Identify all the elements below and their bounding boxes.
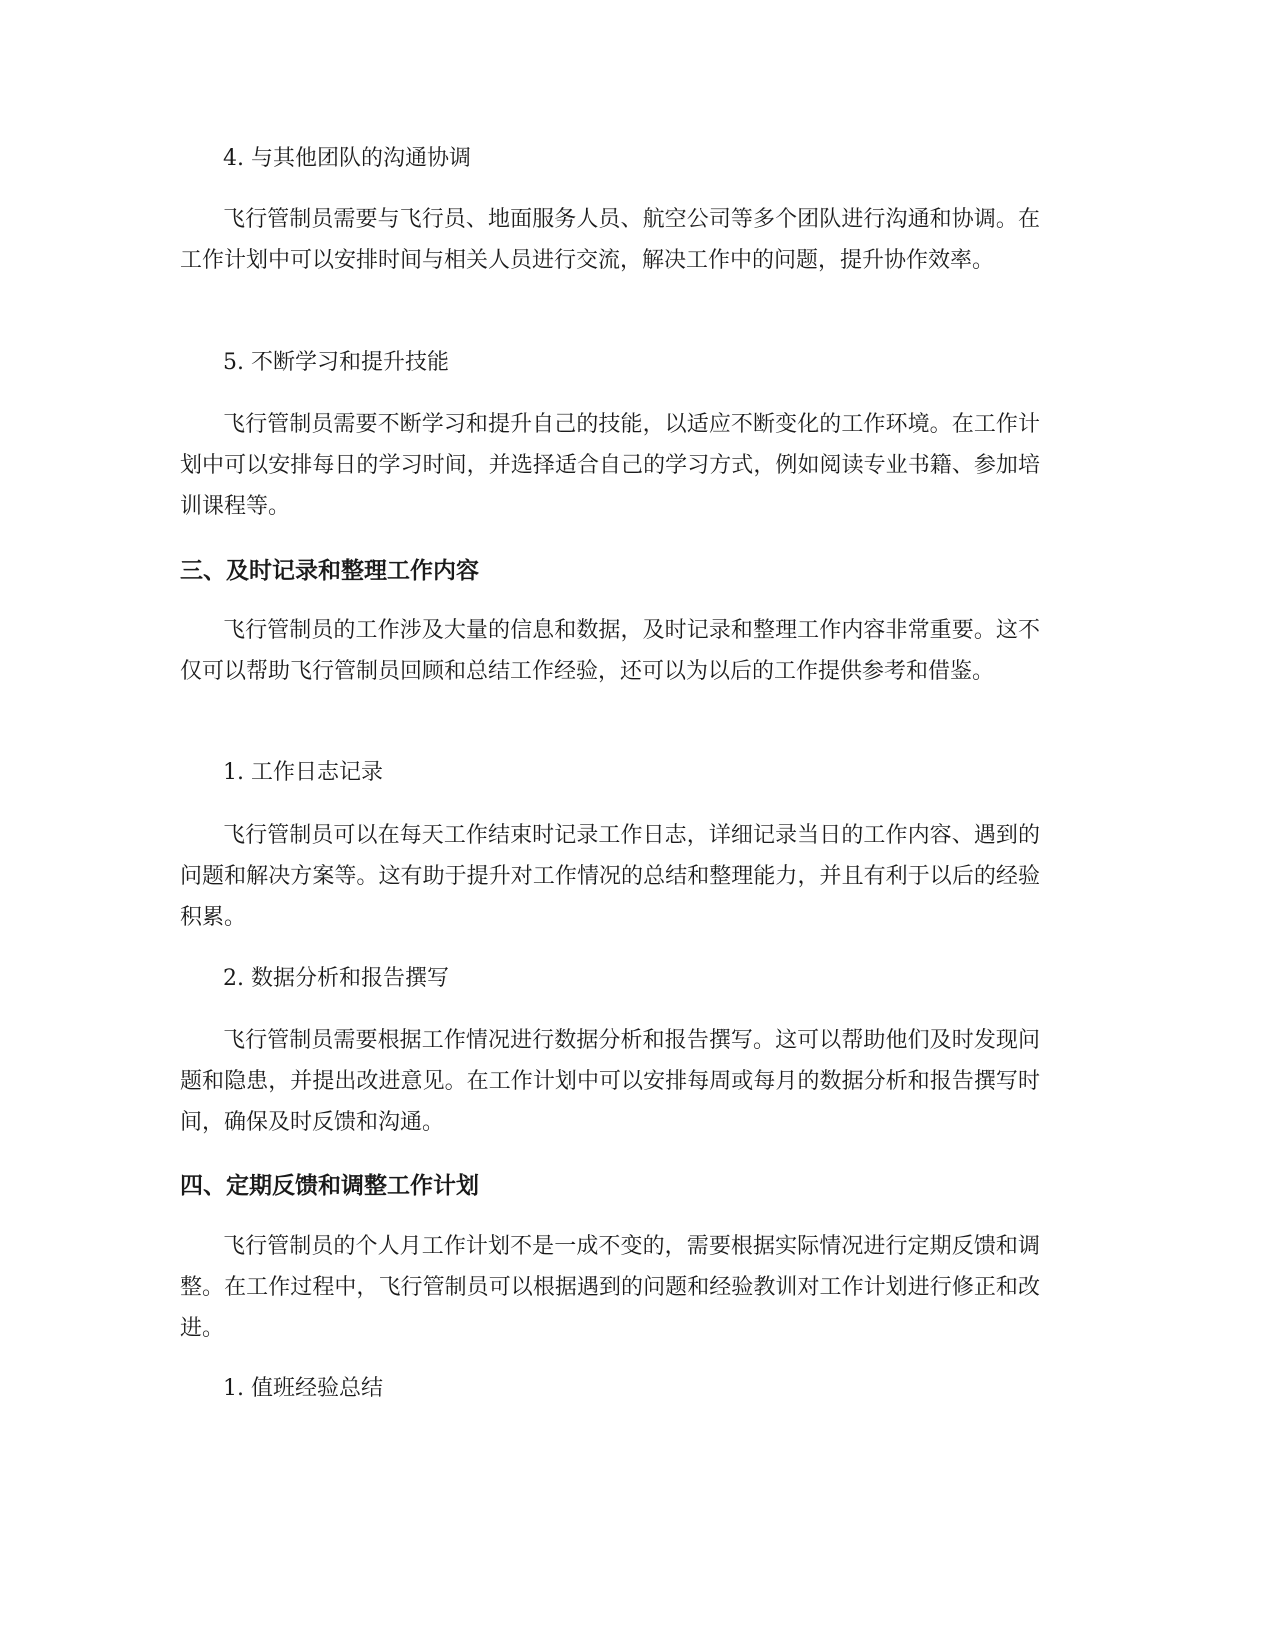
subsection-title-learning: 5. 不断学习和提升技能 xyxy=(223,350,449,375)
paragraph-recording-intro: 飞行管制员的工作涉及大量的信息和数据，及时记录和整理工作内容非常重要。这不仅可以帮助飞行管制员回顾和总结工作经验，还可以为以后的工作提供参考和借鉴。 xyxy=(180,618,1040,684)
section-heading-feedback: 四、定期反馈和调整工作计划 xyxy=(180,1173,479,1199)
section-heading-recording: 三、及时记录和整理工作内容 xyxy=(180,558,479,584)
subsection-title-work-log: 1. 工作日志记录 xyxy=(223,760,383,785)
paragraph-communication: 飞行管制员需要与飞行员、地面服务人员、航空公司等多个团队进行沟通和协调。在工作计划中可以安排时间与相关人员进行交流，解决工作中的问题，提升协作效率。 xyxy=(180,207,1040,273)
paragraph-data-analysis: 飞行管制员需要根据工作情况进行数据分析和报告撰写。这可以帮助他们及时发现问题和隐患，并提出改进意见。在工作计划中可以安排每周或每月的数据分析和报告撰写时间，确保及时反馈和沟通。 xyxy=(180,1028,1040,1135)
subsection-title-data-analysis: 2. 数据分析和报告撰写 xyxy=(223,966,449,991)
subsection-title-communication: 4. 与其他团队的沟通协调 xyxy=(223,146,471,171)
paragraph-work-log: 飞行管制员可以在每天工作结束时记录工作日志，详细记录当日的工作内容、遇到的问题和解决方案等。这有助于提升对工作情况的总结和整理能力，并且有利于以后的经验积累。 xyxy=(180,823,1040,930)
subsection-title-duty-summary: 1. 值班经验总结 xyxy=(223,1376,383,1401)
paragraph-learning: 飞行管制员需要不断学习和提升自己的技能，以适应不断变化的工作环境。在工作计划中可以安排每日的学习时间，并选择适合自己的学习方式，例如阅读专业书籍、参加培训课程等。 xyxy=(180,412,1040,519)
paragraph-feedback-intro: 飞行管制员的个人月工作计划不是一成不变的，需要根据实际情况进行定期反馈和调整。在工作过程中，飞行管制员可以根据遇到的问题和经验教训对工作计划进行修正和改进。 xyxy=(180,1234,1040,1341)
